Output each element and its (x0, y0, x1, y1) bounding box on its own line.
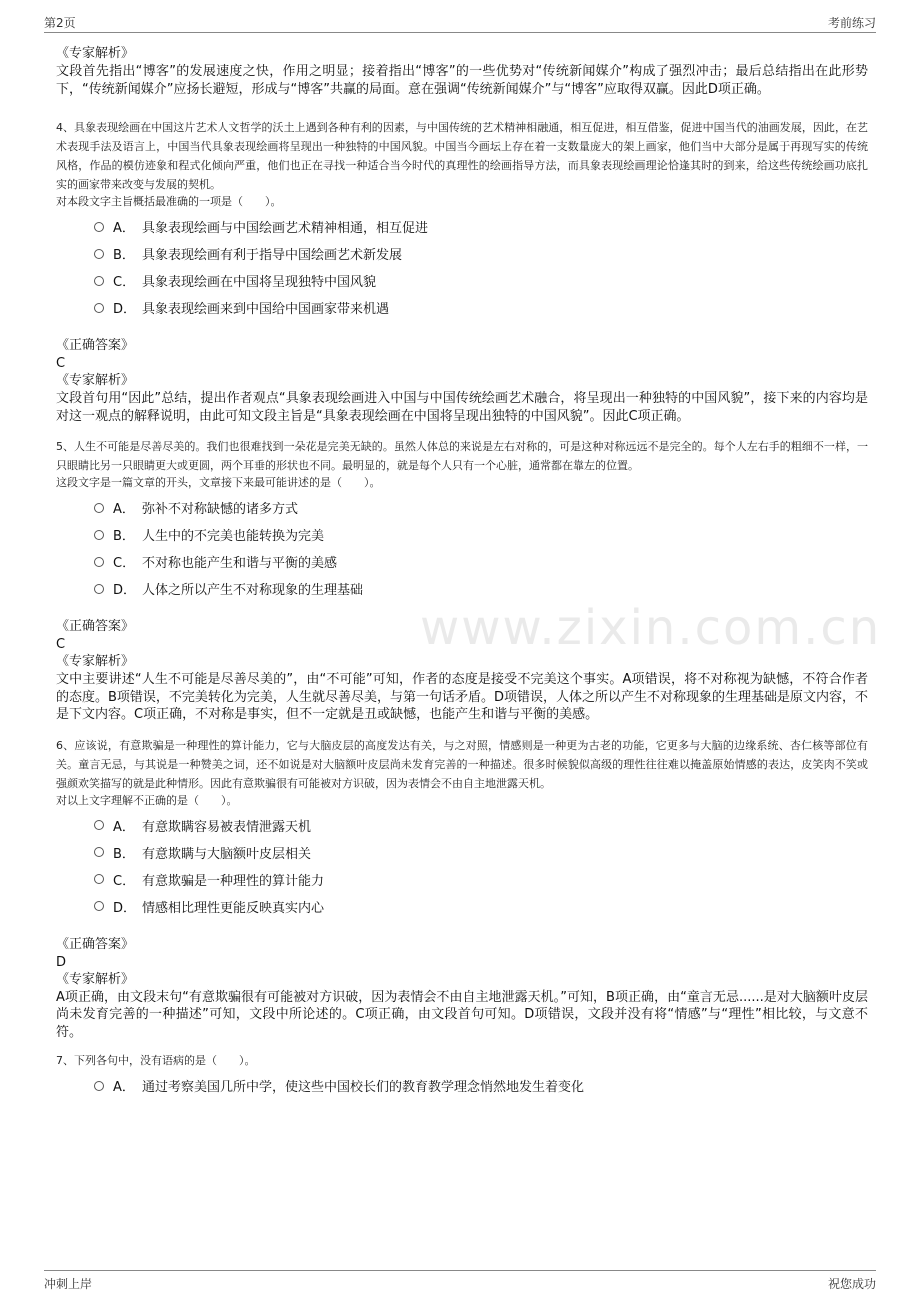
option-c[interactable]: C． 不对称也能产生和谐与平衡的美感 (94, 548, 868, 575)
option-b[interactable]: B． 人生中的不完美也能转换为完美 (94, 521, 868, 548)
answer-label: 《正确答案》 (56, 338, 135, 353)
question-7 (56, 1053, 868, 1099)
option-c[interactable]: C． 有意欺骗是一种理性的算计能力 (94, 866, 868, 893)
radio-icon[interactable] (94, 303, 104, 313)
radio-icon[interactable] (94, 847, 104, 857)
question-stem: 5、人生不可能是尽善尽美的。我们也很难找到一朵花是完美无缺的。虽然人体总的来说是左右对称的，可是这种对称远远不是完全的。每个人左右手的粗细不一样，一只眼睛比另一只眼睛更大或更圆，两个耳垂的形状也不同。最明显的，就是每个人只有一个心脏，通常都在靠左的位置。 (56, 440, 868, 472)
option-b[interactable]: B． 具象表现绘画有利于指导中国绘画艺术新发展 (94, 240, 868, 267)
radio-icon[interactable] (94, 222, 104, 232)
question-stem: 4、具象表现绘画在中国这片艺术人文哲学的沃土上遇到各种有利的因素，与中国传统的艺术精神相融通，相互促进，相互借鉴，促进中国当代的油画发展，因此，在艺术表现手法及语言上，中国当代具象表现绘画将呈现出一种独特的中国风貌。中国当今画坛上存在着一支数量庞大的架上画家，他们当中大部分是属于再现写实的传统风格，作品的模仿迹象和程式化倾向严重，他们也正在寻找一种适合当今时代的真理性的绘画指导方法，而具象表现绘画理论恰逢其时的到来，给这些传统绘画功底扎实的画家带来改变与发展的契机。 (56, 121, 868, 191)
radio-icon[interactable] (94, 557, 104, 567)
radio-icon[interactable] (94, 1081, 104, 1091)
option-a[interactable]: A． 具象表现绘画与中国绘画艺术精神相通，相互促进 (94, 213, 868, 240)
explanation-text: A项正确，由文段末句“有意欺骗很有可能被对方识破，因为表情会不由自主地泄露天机。”可知，B项正确，由“童言无忌......是对大脑额叶皮层尚未发育完善的一种描述”可知，文段中所论述的。C项正确，由文段首句可知。D项错误，文段并没有将“情感”与“理性”相比较，与文意不符。 (56, 989, 868, 1040)
header-title: 考前练习 (827, 16, 876, 30)
radio-icon[interactable] (94, 584, 104, 594)
question-6 (56, 736, 868, 1042)
option-a[interactable]: A． 通过考察美国几所中学，使这些中国校长们的教育教学理念悄然地发生着变化 (94, 1072, 868, 1099)
question-prompt: 对以上文字理解不正确的是（ ）。 (56, 793, 238, 807)
expert-label: 《专家解析》 (56, 971, 135, 987)
radio-icon[interactable] (94, 530, 104, 540)
option-b[interactable]: B． 有意欺瞒与大脑额叶皮层相关 (94, 839, 868, 866)
options-list (94, 213, 868, 321)
question-stem: 7、下列各句中，没有语病的是（ ）。 (56, 1054, 256, 1067)
radio-icon[interactable] (94, 503, 104, 513)
answer-label: 《正确答案》 (56, 936, 135, 952)
options-list (94, 1072, 868, 1099)
answer-label: 《正确答案》 (56, 619, 135, 634)
answer-section (56, 618, 868, 724)
correct-answer: C (56, 637, 66, 652)
footer-left-text: 冲刺上岸 (44, 1277, 93, 1291)
question-prompt: 这段文字是一篇文章的开头，文章接下来最可能讲述的是（ ）。 (56, 476, 381, 489)
question-5 (56, 437, 868, 724)
radio-icon[interactable] (94, 276, 104, 286)
expert-label: 《专家解析》 (56, 654, 135, 669)
expert-label: 《专家解析》 (56, 373, 135, 388)
expert-label: 《专家解析》 (56, 46, 135, 61)
answer-section (56, 337, 868, 425)
correct-answer: C (56, 356, 66, 371)
question-prompt: 对本段文字主旨概括最准确的一项是（ ）。 (56, 195, 282, 208)
answer-section (56, 936, 868, 1042)
watermark: www.zixin.com.cn (420, 600, 882, 656)
footer-right-text: 祝您成功 (827, 1277, 876, 1291)
option-a[interactable]: A． 弥补不对称缺憾的诸多方式 (94, 494, 868, 521)
option-c[interactable]: C． 具象表现绘画在中国将呈现独特中国风貌 (94, 267, 868, 294)
prev-question-analysis (56, 45, 868, 98)
explanation-text: 文段首先指出“博客”的发展速度之快，作用之明显；接着指出“博客”的一些优势对“传统新闻媒介”构成了强烈冲击；最后总结指出在此形势下，“传统新闻媒介”应扬长避短，形成与“博客”共赢的局面。意在强调“传统新闻媒介”与“博客”应取得双赢。因此D项正确。 (56, 64, 868, 97)
page-number: 第2页 (44, 16, 76, 30)
option-d[interactable]: D． 人体之所以产生不对称现象的生理基础 (94, 575, 868, 602)
question-4 (56, 118, 868, 425)
option-d[interactable]: D． 具象表现绘画来到中国给中国画家带来机遇 (94, 294, 868, 321)
option-a[interactable]: A． 有意欺瞒容易被表情泄露天机 (94, 812, 868, 839)
page-header (44, 10, 876, 33)
options-list (94, 812, 868, 920)
option-d[interactable]: D． 情感相比理性更能反映真实内心 (94, 893, 868, 920)
explanation-text: 文段首句用“因此”总结，提出作者观点“具象表现绘画进入中国与中国传统绘画艺术融合，将呈现出一种独特的中国风貌”，接下来的内容均是对这一观点的解释说明，由此可知文段主旨是“具象表现绘画在中国将呈现出独特的中国风貌”。因此C项正确。 (56, 391, 868, 424)
radio-icon[interactable] (94, 874, 104, 884)
document-body (56, 45, 868, 1099)
radio-icon[interactable] (94, 249, 104, 259)
correct-answer: D (56, 954, 67, 970)
page-footer (44, 1270, 876, 1291)
options-list (94, 494, 868, 602)
explanation-text: 文中主要讲述“人生不可能是尽善尽美的”，由“不可能”可知，作者的态度是接受不完美这个事实。A项错误，将不对称视为缺憾，不符合作者的态度。B项错误，不完美转化为完美，人生就尽善尽美，与第一句话矛盾。D项错误，人体之所以产生不对称现象的生理基础是原文内容，不是下文内容。C项正确，不对称是事实，但不一定就是丑或缺憾，也能产生和谐与平衡的美感。 (56, 672, 868, 722)
question-stem: 6、应该说，有意欺骗是一种理性的算计能力，它与大脑皮层的高度发达有关，与之对照，情感则是一种更为古老的功能，它更多与大脑的边缘系统、杏仁核等部位有关。童言无忌，与其说是一种赞美之词，还不如说是对大脑额叶皮层尚未发育完善的一种描述。很多时候貌似高级的理性往往难以掩盖原始情感的表达，皮笑肉不笑或强颜欢笑描写的就是此种情形。因此有意欺骗很有可能被对方识破，因为表情会不由自主地泄露天机。 (56, 738, 868, 790)
radio-icon[interactable] (94, 820, 104, 830)
radio-icon[interactable] (94, 901, 104, 911)
